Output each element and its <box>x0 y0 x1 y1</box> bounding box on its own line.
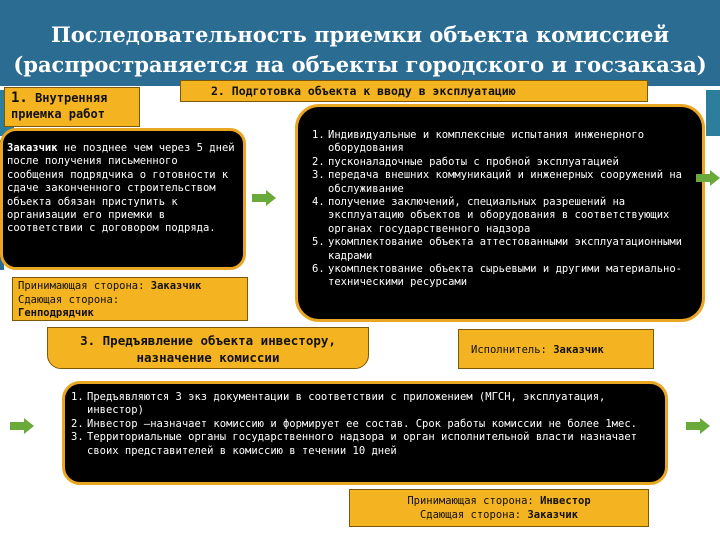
step3-list <box>71 391 655 458</box>
list-item-text: Предъявляются 3 экз документации в соответствии с приложением (МГСН, эксплуатация, инвестор) <box>87 391 606 417</box>
list-item <box>71 418 655 431</box>
list-item <box>312 236 692 263</box>
arrow-right-icon <box>252 190 276 206</box>
right-side-tab <box>706 90 720 136</box>
step3-accepting-value: Инвестор <box>540 495 591 507</box>
step1-delivering-value: Генподрядчик <box>18 307 94 319</box>
step1-title-text: Внутренняя <box>27 91 108 105</box>
step2-executor-label: Исполнитель: <box>471 344 554 356</box>
arrow-right-icon <box>686 418 710 434</box>
step1-body-bold: Заказчик <box>7 142 58 154</box>
list-item-number: 4. <box>312 196 325 209</box>
step1-title-line2: приемка работ <box>11 107 105 121</box>
list-item-number: 3. <box>312 169 325 182</box>
step1-parties-box <box>12 277 248 321</box>
step1-body-box <box>0 128 246 270</box>
arrow-right-icon <box>10 418 34 434</box>
step1-accepting-label: Принимающая сторона: <box>18 280 151 292</box>
list-item-text: укомплектование объекта сырьевыми и другими материально-техническими ресурсами <box>328 263 683 289</box>
list-item-number: 2. <box>312 155 325 168</box>
list-item-text: укомплектование объекта аттестованными эксплуатационными кадрами <box>328 236 683 262</box>
step3-list-box <box>62 381 668 485</box>
step1-title <box>4 87 140 127</box>
step3-title <box>47 327 369 369</box>
list-item <box>312 196 692 236</box>
list-item <box>312 169 692 196</box>
list-item-number: 1. <box>312 129 325 141</box>
list-item-text: Инвестор –назначает комиссию и формирует ее состав. Срок работы комиссии не более 1мес. <box>87 417 637 430</box>
step1-delivering-label: Сдающая сторона: <box>18 293 120 306</box>
title-line-2: (распространяется на объекты городского и госзаказа) <box>13 52 707 77</box>
step3-parties-box <box>349 489 649 527</box>
step3-delivering-value: Заказчик <box>527 509 579 521</box>
step3-delivering-label: Сдающая сторона: <box>419 509 528 521</box>
list-item-text: Территориальные органы государственного надзора и орган исполнительной власти назначает своих представителей в комиссию в течении 10 дней <box>87 431 637 457</box>
step2-list <box>312 129 692 290</box>
step2-executor-box <box>458 329 654 369</box>
list-item-number: 1. <box>71 391 84 403</box>
step2-list-box <box>295 104 705 322</box>
step2-executor-value: Заказчик <box>553 344 604 356</box>
step2-title: 2. Подготовка объекта к вводу в эксплуатацию <box>180 80 648 102</box>
step1-body-text: не позднее чем через 5 дней после получения письменного сообщения подрядчика о готовности к сдаче законченного строительством объекта обязан приступить к организации его приемки в соответствии с договором подряда. <box>7 142 235 235</box>
list-item-text: передача внешних коммуникаций и инженерных сооружений на обслуживание <box>328 169 683 195</box>
list-item-number: 5. <box>312 236 325 249</box>
list-item <box>312 129 692 156</box>
list-item <box>312 263 692 290</box>
list-item-number: 2. <box>71 417 84 430</box>
list-item-text: пусконаладочные работы с пробной эксплуатацией <box>328 155 619 168</box>
step3-title-line1: 3. Предъявление объекта инвестору, <box>80 333 336 348</box>
list-item-text: получение заключений, специальных разрешений на эксплуатацию объектов и оборудования в соответствующих органах государственного надзора <box>328 196 670 235</box>
arrow-right-icon <box>696 170 720 186</box>
list-item <box>71 391 655 418</box>
list-item-text: Индивидуальные и комплексные испытания инженерного оборудования <box>328 129 645 155</box>
list-item-number: 6. <box>312 263 325 276</box>
page-title <box>0 20 720 80</box>
list-item <box>71 431 655 458</box>
list-item-number: 3. <box>71 431 84 444</box>
list-item <box>312 156 692 169</box>
step3-accepting-label: Принимающая сторона: <box>407 495 541 507</box>
step3-title-line2: назначение комиссии <box>136 350 280 365</box>
step1-number: 1. <box>11 90 28 106</box>
step1-accepting-value: Заказчик <box>150 280 202 292</box>
title-line-1: Последовательность приемки объекта комиссией <box>50 22 670 47</box>
